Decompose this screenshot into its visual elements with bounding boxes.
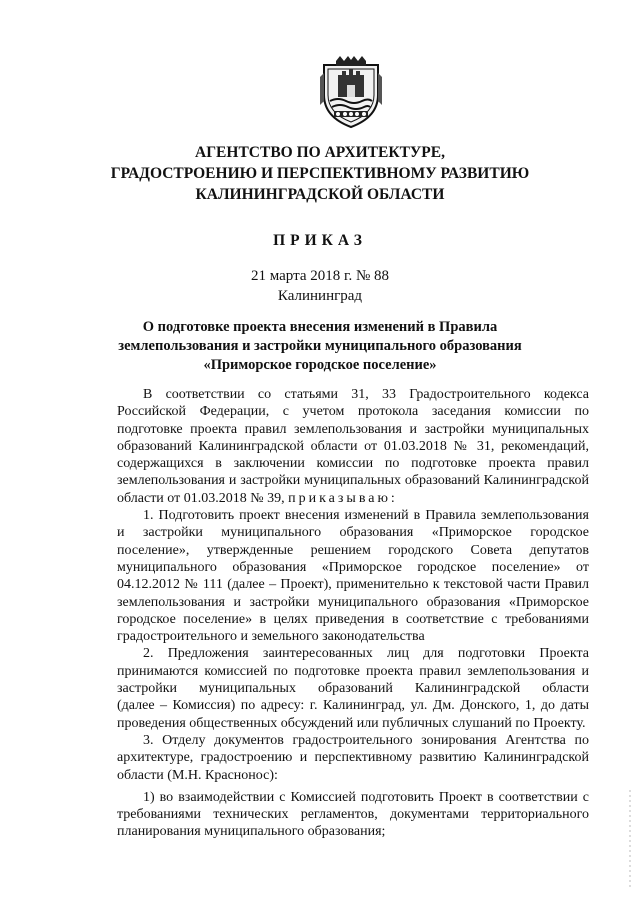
order-date-block [0, 266, 640, 306]
text-line: поселение», утвержденные решением городского Совета депутатов [117, 542, 589, 558]
item-1-paragraph [117, 507, 589, 645]
text-line: землепользования и застройки муниципальных образований Калининградской [117, 473, 589, 489]
text-line: подготовке проекта правил землепользования и застройки муниципальных [117, 421, 589, 437]
subject-line: «Приморское городское поселение» [203, 357, 437, 373]
text-line: градостроительного и земельного законодательства [117, 629, 425, 645]
order-title: ПРИКАЗ [273, 232, 367, 249]
text-line: 1. Подготовить проект внесения изменений в Правила землепользования [143, 508, 589, 524]
text-line: 2. Предложения заинтересованных лиц для подготовки Проекта [143, 646, 589, 662]
agency-line: КАЛИНИНГРАДСКОЙ ОБЛАСТИ [195, 186, 445, 203]
agency-line: ГРАДОСТРОЕНИЮ И ПЕРСПЕКТИВНОМУ РАЗВИТИЮ [110, 165, 530, 182]
text-line [117, 490, 589, 507]
text-line: области (М.Н. Краснонос): [117, 767, 278, 783]
order-city: Калининград [277, 288, 363, 304]
item-3-paragraph [117, 732, 589, 784]
text-line: В соответствии со статьями 31, 33 Градостроительного кодекса [143, 387, 589, 402]
text-line: застройки муниципальных образований Калининградской области [117, 681, 589, 697]
text-line: требованиями технических регламентов, документами территориального [117, 807, 589, 823]
coat-of-arms-emblem [318, 55, 384, 129]
text-line: планирования муниципального образования; [117, 824, 386, 840]
scan-margin-mark [628, 790, 632, 890]
subject-line: землепользования и застройки муниципального образования [118, 338, 522, 354]
intro-paragraph [117, 386, 589, 507]
text-line: проведения общественных обсуждений или публичных слушаний по Проекту. [117, 715, 586, 731]
text-line: землепользования и застройки муниципального образования «Приморское [117, 594, 589, 610]
text-line: 04.12.2012 № 111 (далее – Проект), применительно к текстовой части Правил [117, 577, 589, 593]
agency-line: АГЕНТСТВО ПО АРХИТЕКТУРЕ, [195, 144, 445, 161]
text-line: городское поселение» в целях приведения в соответствие с требованиями [117, 611, 589, 627]
item-3-1-paragraph [117, 789, 589, 841]
text-span: области от 01.03.2018 № 39, [117, 490, 285, 506]
subject-line: О подготовке проекта внесения изменений в Правила [142, 319, 498, 335]
text-line: образований Калининградской области от 01.03.2018 № 31, рекомендаций, [117, 438, 589, 454]
text-line: принимаются комиссией по подготовке проекта правил землепользования и [117, 663, 589, 679]
text-line: (далее – Комиссия) по адресу: г. Калининград, ул. Дм. Донского, 1, до даты [117, 698, 589, 714]
text-line: архитектуре, градостроению и перспективному развитию Калининградской [117, 750, 589, 766]
agency-name [0, 142, 640, 205]
item-2-paragraph [117, 645, 589, 731]
text-line: содержащихся в заключении комиссии по подготовке проекта правил [117, 456, 589, 472]
order-body [117, 386, 589, 841]
text-line: 3. Отделу документов градостроительного зонирования Агентства по [143, 732, 589, 748]
text-line: и застройки муниципального образования «Приморское городское [117, 525, 589, 541]
order-subject [0, 318, 640, 375]
prikazyvayu-word: приказываю: [288, 490, 398, 506]
order-date-number: 21 марта 2018 г. № 88 [250, 268, 390, 284]
text-line: Российской Федерации, с учетом протокола заседания комиссии по [117, 404, 589, 420]
text-line: муниципального образования «Приморское городское поселение» от [117, 559, 589, 575]
text-line: 1) во взаимодействии с Комиссией подготовить Проект в соответствии с [143, 789, 589, 805]
